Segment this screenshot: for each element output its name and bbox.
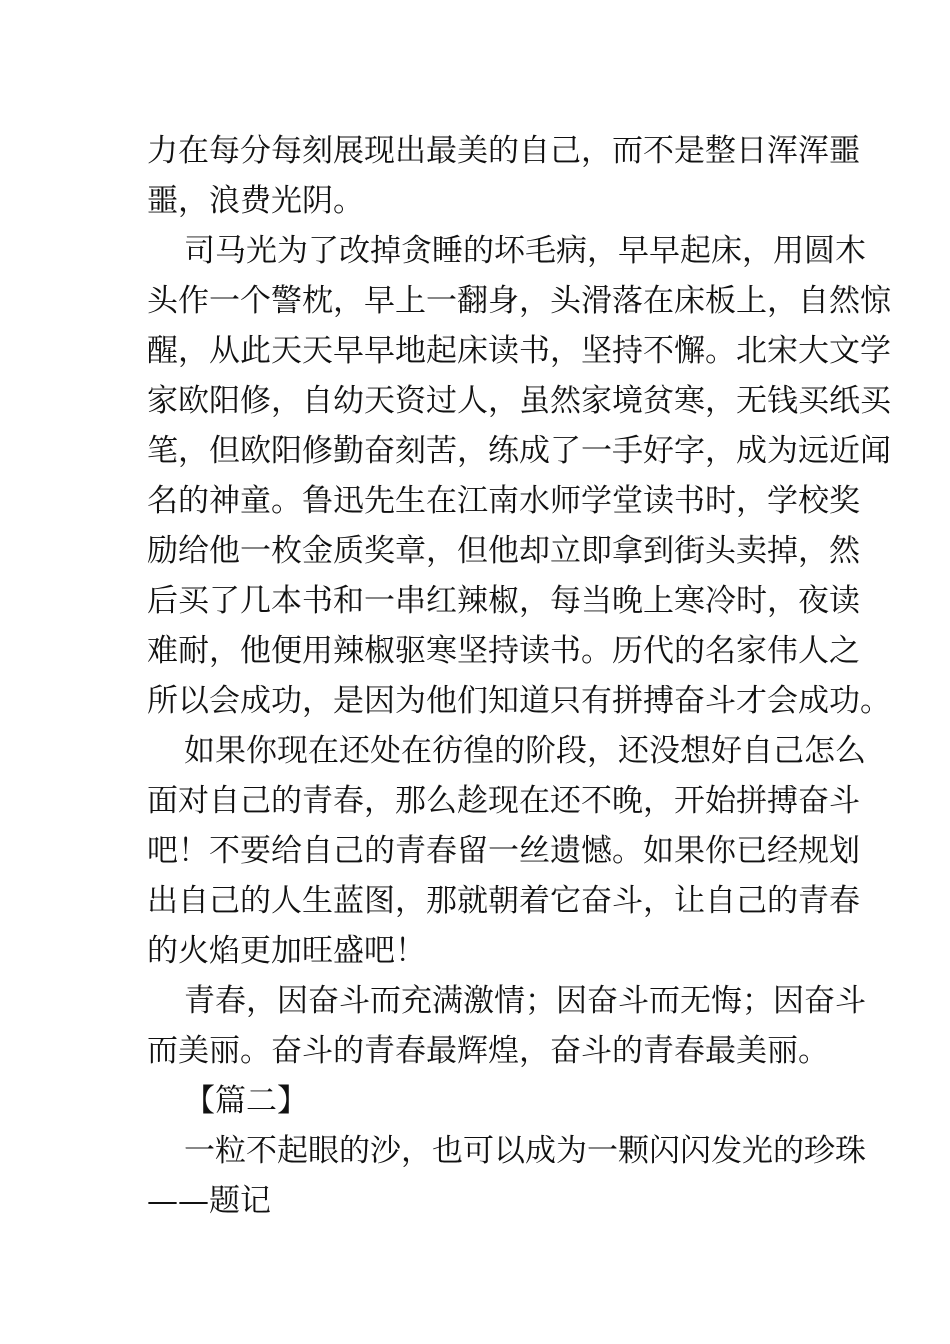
text-line: 家欧阳修，自幼天资过人，虽然家境贫寒，无钱买纸买 bbox=[147, 383, 891, 419]
text-line: 难耐，他便用辣椒驱寒坚持读书。历代的名家伟人之 bbox=[147, 633, 860, 669]
paragraph-1 bbox=[147, 126, 860, 226]
text-line: 如果你现在还处在彷徨的阶段，还没想好自己怎么 bbox=[184, 733, 866, 769]
paragraph-3 bbox=[147, 726, 866, 976]
paragraph-2 bbox=[147, 226, 891, 726]
paragraph-epigraph bbox=[147, 1126, 866, 1226]
paragraph-4 bbox=[147, 976, 866, 1076]
text-line: ——题记 bbox=[147, 1183, 271, 1219]
section-heading bbox=[147, 1076, 827, 1126]
text-line: 青春，因奋斗而充满激情；因奋斗而无悔；因奋斗 bbox=[184, 983, 866, 1019]
section-title: 【篇二】 bbox=[184, 1083, 308, 1119]
text-line: 名的神童。鲁迅先生在江南水师学堂读书时，学校奖 bbox=[147, 483, 860, 519]
text-line: 面对自己的青春，那么趁现在还不晚，开始拼搏奋斗 bbox=[147, 783, 860, 819]
text-line: 而美丽。奋斗的青春最辉煌，奋斗的青春最美丽。 bbox=[147, 1033, 829, 1069]
text-line: 力在每分每刻展现出最美的自己，而不是整日浑浑噩 bbox=[147, 133, 860, 169]
text-line: 后买了几本书和一串红辣椒，每当晚上寒冷时，夜读 bbox=[147, 583, 860, 619]
text-line: 出自己的人生蓝图，那就朝着它奋斗，让自己的青春 bbox=[147, 883, 860, 919]
text-line: 笔，但欧阳修勤奋刻苦，练成了一手好字，成为远近闻 bbox=[147, 433, 891, 469]
document-body bbox=[147, 126, 891, 1226]
text-line: 吧！不要给自己的青春留一丝遗憾。如果你已经规划 bbox=[147, 833, 860, 869]
text-line: 醒，从此天天早早地起床读书，坚持不懈。北宋大文学 bbox=[147, 333, 891, 369]
text-line: 噩，浪费光阴。 bbox=[147, 183, 364, 219]
text-line: 头作一个警枕，早上一翻身，头滑落在床板上，自然惊 bbox=[147, 283, 891, 319]
text-line: 所以会成功，是因为他们知道只有拼搏奋斗才会成功。 bbox=[147, 683, 891, 719]
text-line: 励给他一枚金质奖章，但他却立即拿到街头卖掉，然 bbox=[147, 533, 860, 569]
text-line: 司马光为了改掉贪睡的坏毛病，早早起床，用圆木 bbox=[184, 233, 866, 269]
text-line: 的火焰更加旺盛吧！ bbox=[147, 933, 426, 969]
text-line: 一粒不起眼的沙，也可以成为一颗闪闪发光的珍珠 bbox=[184, 1133, 866, 1169]
